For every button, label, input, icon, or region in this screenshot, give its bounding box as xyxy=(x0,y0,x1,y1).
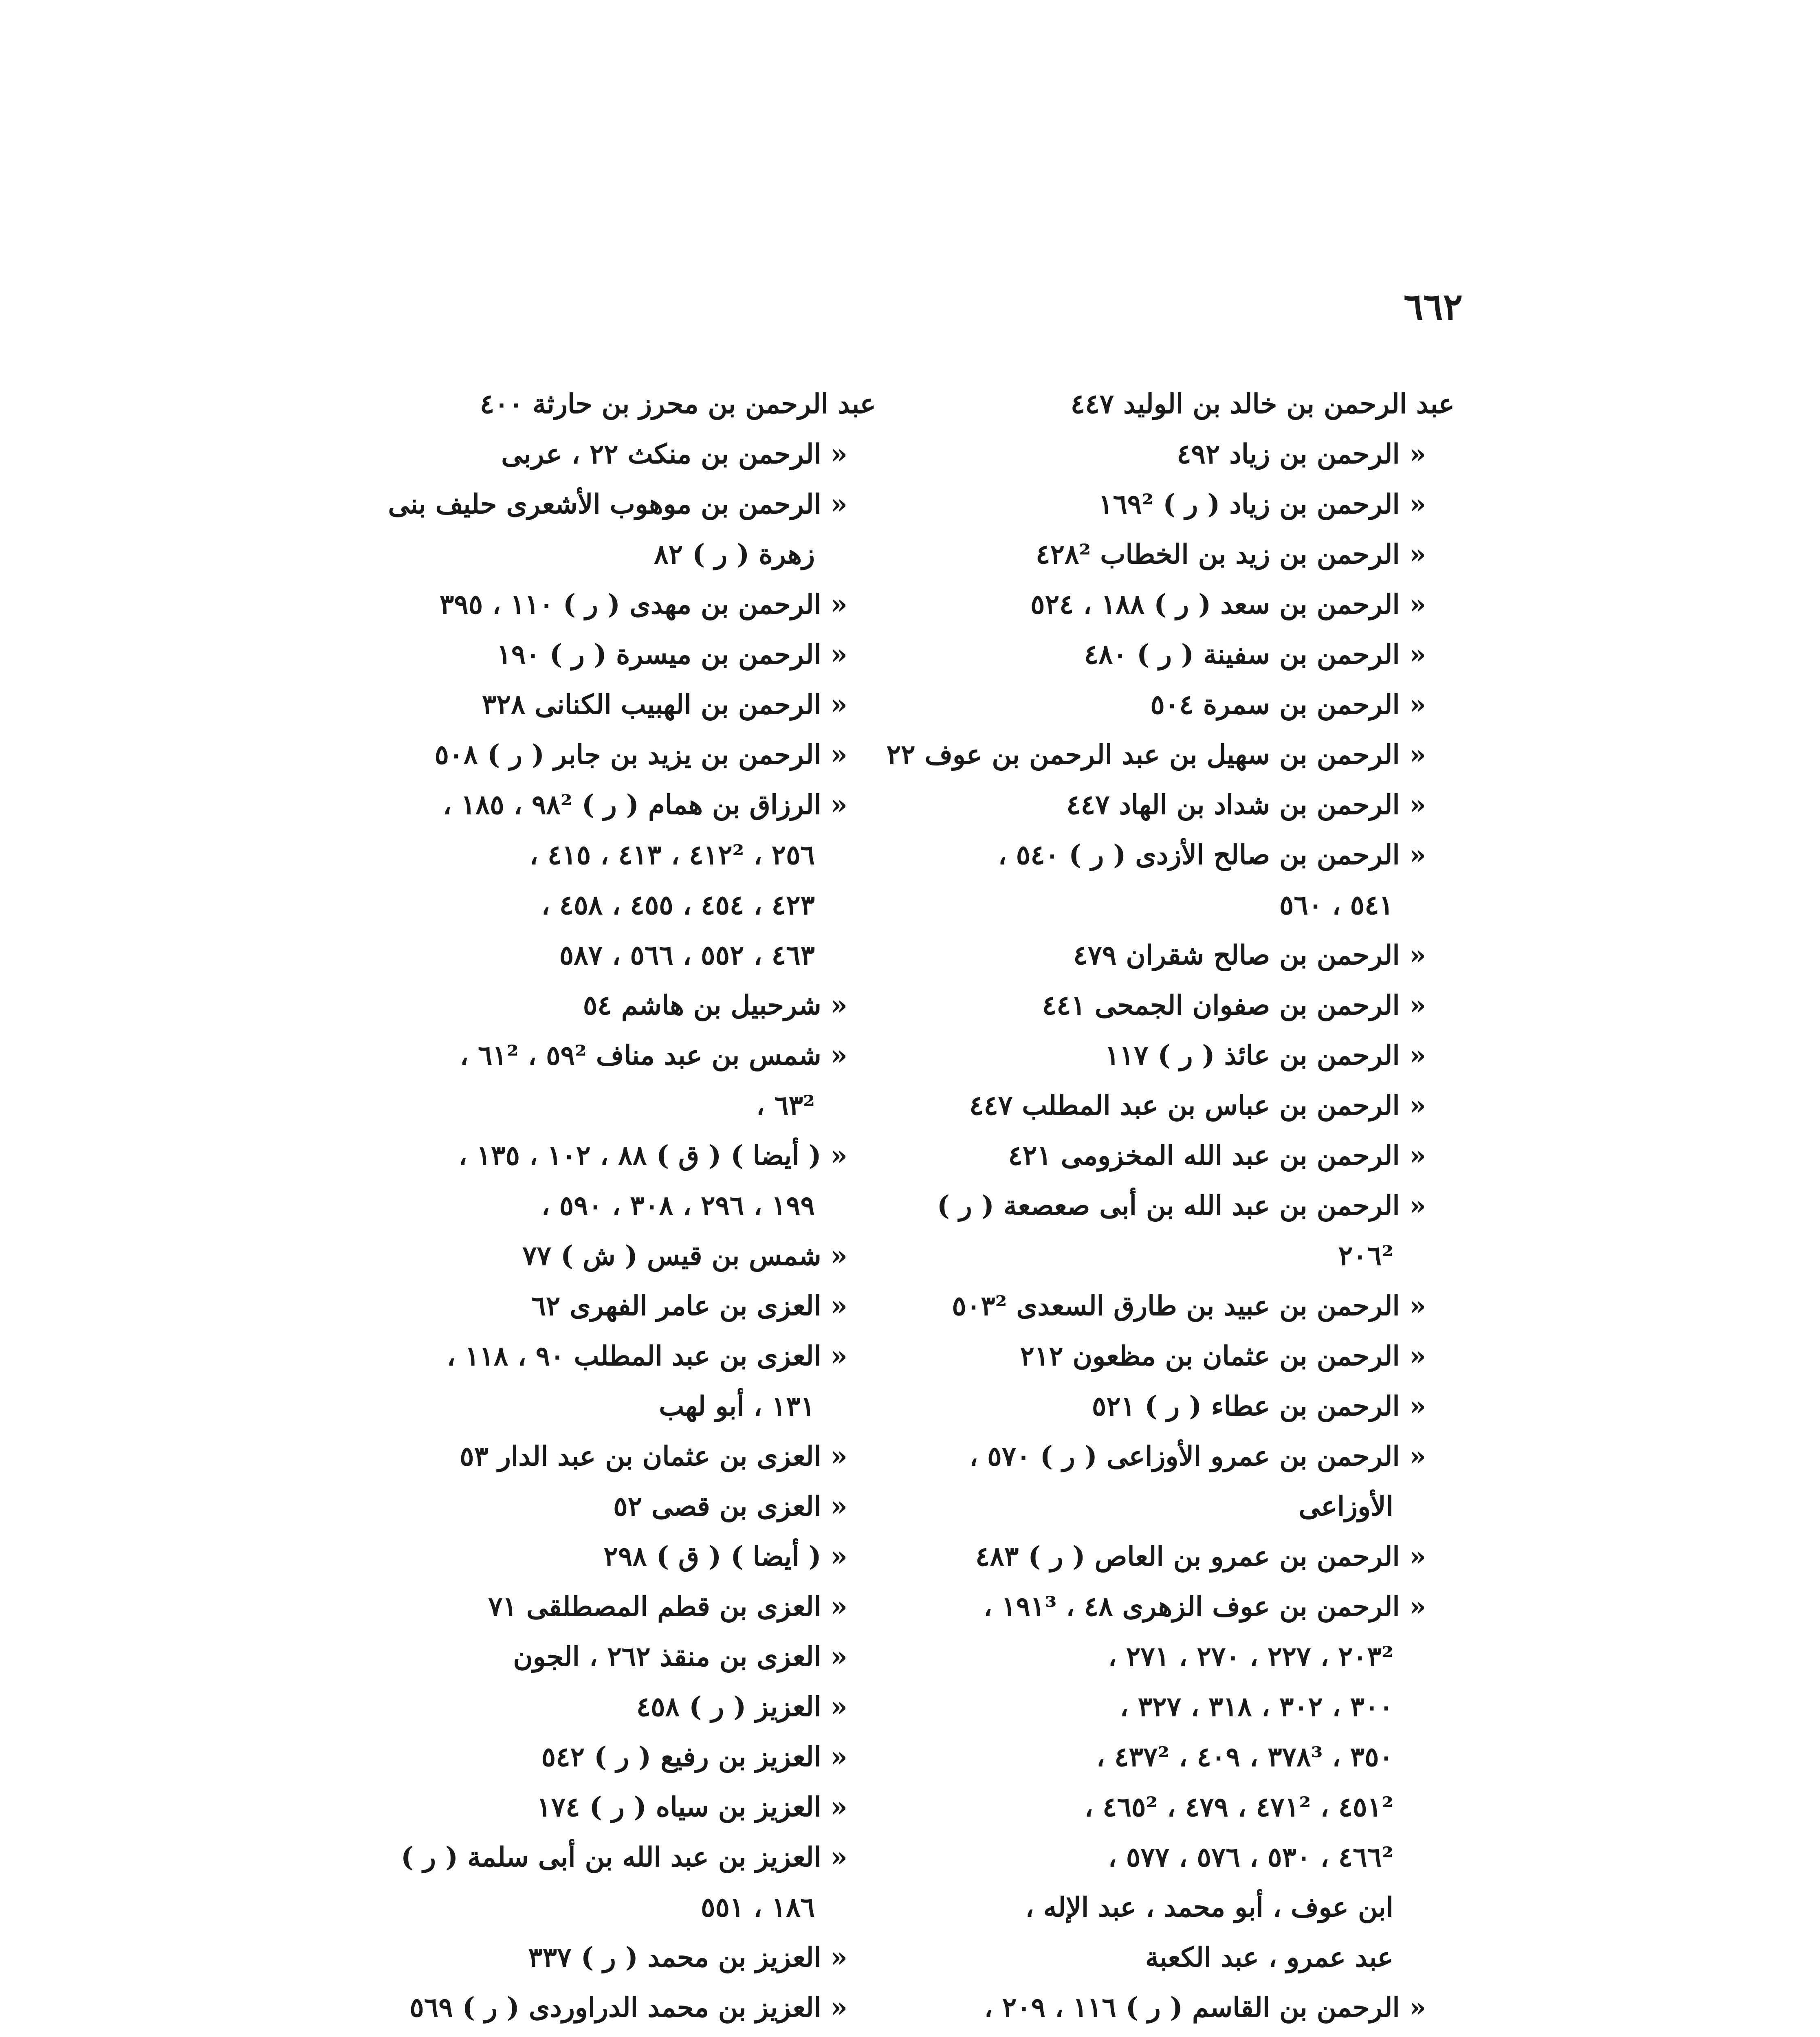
index-entry: « العزى بن قطم المصطلقى ٧١ xyxy=(488,1590,847,1622)
index-entry: « الرحمن بن صالح شقران ٤٧٩ xyxy=(1073,939,1426,971)
index-entry-continuation: ٤٥١² ، ٤٧١² ، ٤٧٩ ، ٤٦٥² ، xyxy=(1084,1791,1393,1823)
index-entry: « الرحمن بن سفينة ( ر ) ٤٨٠ xyxy=(1084,638,1426,670)
index-entry-continuation: ٢٥٦ ، ٤١٢² ، ٤١٣ ، ٤١٥ ، xyxy=(529,839,815,871)
index-entry: « الرحمن بن زياد ٤٩٢ xyxy=(1177,438,1426,470)
index-entry: « الرحمن بن عمرو بن العاص ( ر ) ٤٨٣ xyxy=(975,1540,1426,1572)
index-entry-continuation: ٣٥٠ ، ٣٧٨³ ، ٤٠٩ ، ٤٣٧² ، xyxy=(1096,1741,1393,1773)
index-entry: « الرحمن بن مهدى ( ر ) ١١٠ ، ٣٩٥ xyxy=(439,588,847,620)
index-entry-continuation: الأوزاعى xyxy=(1298,1490,1393,1522)
index-entry: « الرزاق بن همام ( ر ) ٩٨² ، ١٨٥ ، xyxy=(443,789,847,821)
index-entry-continuation: ٤٦٣ ، ٥٥٢ ، ٥٦٦ ، ٥٨٧ xyxy=(559,939,815,971)
index-entry: « الرحمن بن عبد الله المخزومى ٤٢١ xyxy=(1008,1139,1426,1171)
index-entry: « العزيز بن محمد ( ر ) ٣٣٧ xyxy=(528,1941,847,1973)
index-entry: « الرحمن بن سعد ( ر ) ١٨٨ ، ٥٢٤ xyxy=(1030,588,1426,620)
index-entry: « الرحمن بن عائذ ( ر ) ١١٧ xyxy=(1105,1039,1426,1071)
index-entry-continuation xyxy=(909,2033,1455,2037)
index-entry: « الرحمن بن منكث ٢٢ ، عربى xyxy=(501,438,847,470)
index-entry: « العزيز بن محمد الدراوردى ( ر ) ٥٦٩ xyxy=(409,1991,847,2023)
index-entry: « الرحمن بن عوف الزهرى ٤٨ ، ١٩١³ ، xyxy=(983,1590,1426,1622)
index-entry-continuation: ١٣١ ، أبو لهب xyxy=(659,1390,815,1422)
index-column-left xyxy=(334,379,876,2033)
index-entry-continuation: ابن عوف ، أبو محمد ، عبد الإله ، xyxy=(1025,1891,1393,1923)
index-entry: « العزيز بن رفيع ( ر ) ٥٤٢ xyxy=(541,1741,847,1773)
index-entry: « ( أيضا ) ( ق ) ٨٨ ، ١٠٢ ، ١٣٥ ، xyxy=(458,1139,847,1171)
index-entry: عبد الرحمن بن خالد بن الوليد ٤٤٧ xyxy=(1070,388,1455,420)
index-entry-continuation: ٣٠٠ ، ٣٠٢ ، ٣١٨ ، ٣٢٧ ، xyxy=(1120,1691,1393,1722)
index-entry-continuation: ٤٦٦² ، ٥٣٠ ، ٥٧٦ ، ٥٧٧ ، xyxy=(1108,1841,1393,1873)
index-entry: « الرحمن بن عطاء ( ر ) ٥٢١ xyxy=(1092,1390,1426,1422)
index-entry: « العزيز بن سياه ( ر ) ١٧٤ xyxy=(537,1791,847,1823)
index-entry: « العزى بن منقذ ٢٦٢ ، الجون xyxy=(513,1641,847,1672)
index-entry: « الرحمن بن عبد الله بن أبى صعصعة ( ر ) xyxy=(937,1190,1426,1221)
index-entry: « شمس بن عبد مناف ٥٩² ، ٦١² ، xyxy=(460,1039,847,1071)
index-entry: عبد الرحمن بن محرز بن حارثة ٤٠٠ xyxy=(480,388,876,420)
index-entry: « الرحمن بن عثمان بن مظعون ٢١٢ xyxy=(1020,1340,1426,1372)
index-entry-continuation: ١٨٦ ، ٥٥١ xyxy=(701,1891,815,1923)
index-entry: « الرحمن بن صالح الأزدى ( ر ) ٥٤٠ ، xyxy=(998,839,1426,871)
index-entry: « الرحمن بن ميسرة ( ر ) ١٩٠ xyxy=(497,638,847,670)
index-entry: « شمس بن قيس ( ش ) ٧٧ xyxy=(522,1240,847,1271)
page-number: ٦٦٢ xyxy=(1403,285,1463,328)
index-entry: « الرحمن بن عباس بن عبد المطلب ٤٤٧ xyxy=(969,1089,1426,1121)
index-entry: « الرحمن بن زياد ( ر ) ١٦٩² xyxy=(1098,488,1426,520)
index-entry: « الرحمن بن سمرة ٥٠٤ xyxy=(1150,689,1426,720)
index-entry-continuation: ١٩٩ ، ٢٩٦ ، ٣٠٨ ، ٥٩٠ ، xyxy=(541,1190,815,1221)
index-entry: « العزى بن عثمان بن عبد الدار ٥٣ xyxy=(460,1440,847,1472)
index-entry: « الرحمن بن صفوان الجمحى ٤٤١ xyxy=(1042,989,1426,1021)
index-entry: « ( أيضا ) ( ق ) ٢٩٨ xyxy=(603,1540,847,1572)
index-entry-continuation: ٤٢٣ ، ٤٥٤ ، ٤٥٥ ، ٤٥٨ ، xyxy=(541,889,815,921)
index-entry-continuation: ٢٠٣² ، ٢٢٧ ، ٢٧٠ ، ٢٧١ ، xyxy=(1108,1641,1393,1672)
index-entry: « العزيز ( ر ) ٤٥٨ xyxy=(636,1691,847,1722)
index-entry: « الرحمن بن عمرو الأوزاعى ( ر ) ٥٧٠ ، xyxy=(969,1440,1426,1472)
index-entry: « العزيز بن عبد الله بن أبى سلمة ( ر ) xyxy=(401,1841,847,1873)
index-entry-continuation: ٦٣² ، xyxy=(756,1089,815,1121)
index-entry: « الرحمن بن الهبيب الكنانى ٣٢٨ xyxy=(482,689,847,720)
index-entry: « الرحمن بن القاسم ( ر ) ١١٦ ، ٢٠٩ ، xyxy=(984,1991,1426,2023)
index-entry: « العزى بن عامر الفهرى ٦٢ xyxy=(531,1290,847,1322)
index-entry-continuation: ٢٠٦² xyxy=(1338,1240,1393,1271)
index-entry: « الرحمن بن عبيد بن طارق السعدى ٥٠٣² xyxy=(952,1290,1426,1322)
index-entry-continuation: ٥٤١ ، ٥٦٠ xyxy=(1279,889,1393,921)
index-entry: « الرحمن بن سهيل بن عبد الرحمن بن عوف ٢٢ xyxy=(886,739,1426,770)
index-entry: « العزى بن عبد المطلب ٩٠ ، ١١٨ ، xyxy=(447,1340,847,1372)
index-entry: « الرحمن بن شداد بن الهاد ٤٤٧ xyxy=(1066,789,1426,821)
index-entry: « الرحمن بن يزيد بن جابر ( ر ) ٥٠٨ xyxy=(434,739,847,770)
index-entry: « شرحبيل بن هاشم ٥٤ xyxy=(583,989,847,1021)
index-entry: « العزى بن قصى ٥٢ xyxy=(613,1490,847,1522)
index-entry-continuation: عبد عمرو ، عبد الكعبة xyxy=(1145,1941,1393,1973)
index-entry: « الرحمن بن زيد بن الخطاب ٤٢٨² xyxy=(1036,538,1426,570)
index-column-right xyxy=(886,379,1455,2037)
index-entry: « الرحمن بن موهوب الأشعرى حليف بنى xyxy=(388,488,847,520)
index-entry-continuation: زهرة ( ر ) ٨٢ xyxy=(654,538,815,570)
